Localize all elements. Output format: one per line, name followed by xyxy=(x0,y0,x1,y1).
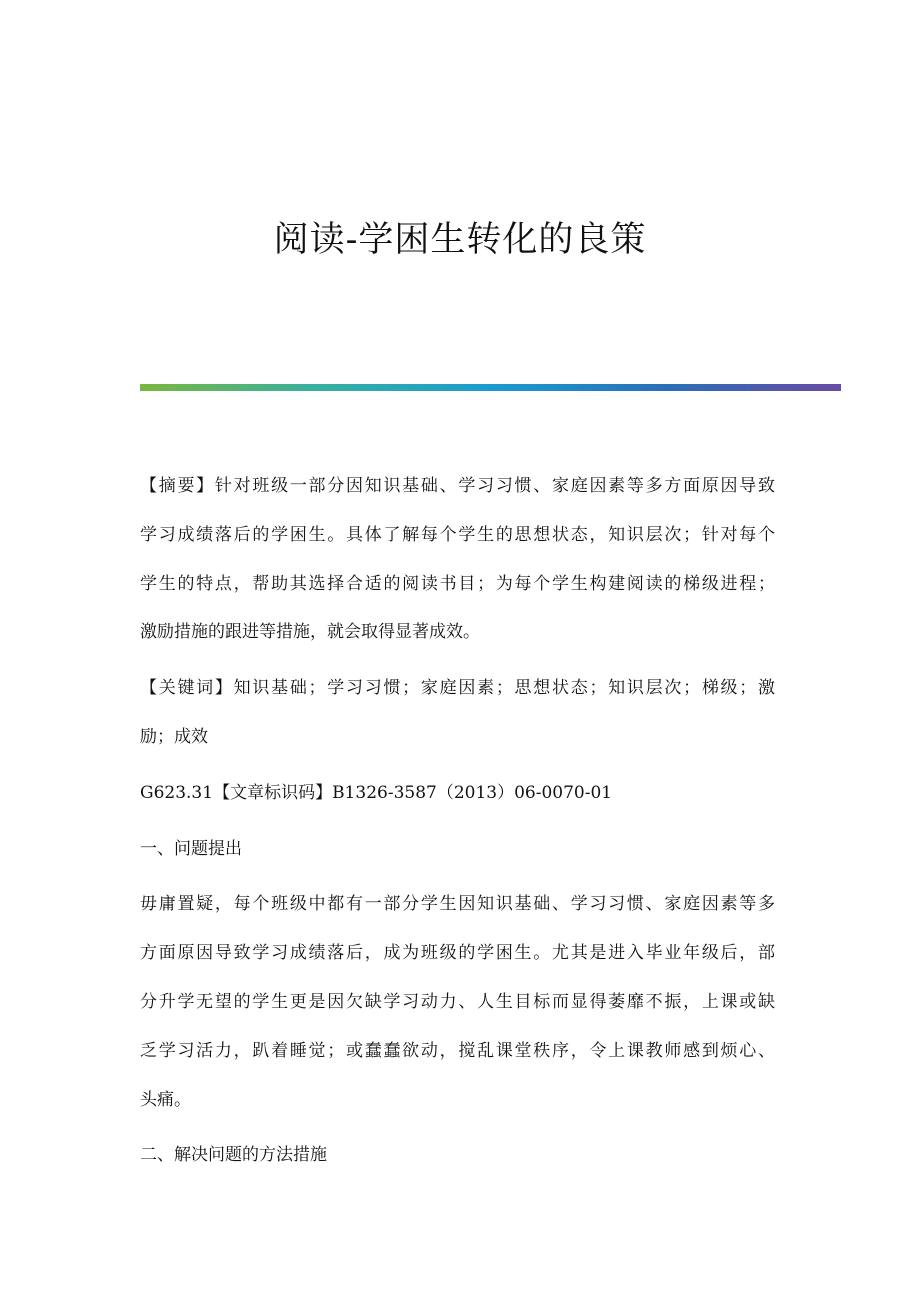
keywords-line: 励；成效 xyxy=(140,726,208,747)
abstract-line: 【摘要】针对班级一部分因知识基础、学习习惯、家庭因素等多方面原因导致 xyxy=(140,476,775,496)
section-1-line: 方面原因导致学习成绩落后，成为班级的学困生。尤其是进入毕业年级后，部 xyxy=(140,943,775,964)
abstract-line: 学习成绩落后的学困生。具体了解每个学生的思想状态，知识层次；针对每个 xyxy=(140,524,775,545)
document-title: 阅读-学困生转化的良策 xyxy=(273,220,647,260)
section-heading-1: 一、问题提出 xyxy=(140,838,242,859)
section-1-line: 头痛。 xyxy=(140,1089,191,1110)
classification-code: G623.31【文章标识码】B1326-3587（2013）06-0070-01 xyxy=(140,782,613,803)
title-divider xyxy=(140,384,841,391)
section-1-line: 分升学无望的学生更是因欠缺学习动力、人生目标而显得萎靡不振，上课或缺 xyxy=(140,991,775,1012)
abstract-paragraph xyxy=(140,462,775,657)
keywords-paragraph xyxy=(140,664,775,762)
section-1-line: 乏学习活力，趴着睡觉；或蠢蠢欲动，搅乱课堂秩序，令上课教师感到烦心、 xyxy=(140,1040,775,1061)
section-1-line: 毋庸置疑，每个班级中都有一部分学生因知识基础、学习习惯、家庭因素等多 xyxy=(140,894,775,915)
section-1-paragraph xyxy=(140,880,775,1124)
keywords-line: 【关键词】知识基础；学习习惯；家庭因素；思想状态；知识层次；梯级；激 xyxy=(140,678,775,699)
section-heading-2: 二、解决问题的方法措施 xyxy=(140,1145,327,1166)
abstract-line: 学生的特点，帮助其选择合适的阅读书目；为每个学生构建阅读的梯级进程； xyxy=(140,573,775,594)
abstract-line: 激励措施的跟进等措施，就会取得显著成效。 xyxy=(140,622,480,643)
document-body xyxy=(140,462,775,1187)
